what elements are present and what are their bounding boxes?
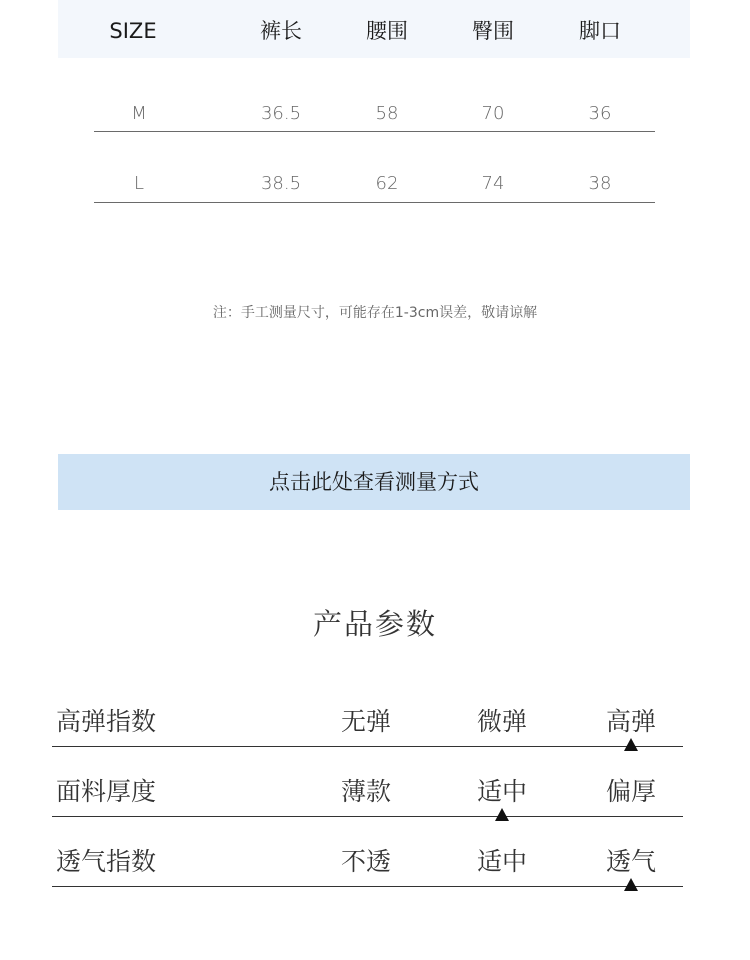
table-row [0,150,750,220]
row-length: 38.5 [260,173,302,194]
header-size: SIZE [109,19,157,43]
selection-marker-icon [624,738,638,751]
row-size: L [133,173,145,194]
param-row-elasticity [0,704,750,774]
param-divider [52,816,683,817]
param-label: 透气指数 [56,847,157,876]
param-option: 无弹 [340,707,392,736]
row-length: 36.5 [260,103,302,124]
param-label: 面料厚度 [56,777,157,806]
row-divider [94,202,655,203]
row-size: M [131,103,147,124]
params-title: 产品参数 [312,607,437,641]
row-waist: 58 [375,103,399,124]
table-row [0,80,750,150]
param-label: 高弹指数 [56,707,157,736]
view-measurement-button[interactable]: 点击此处查看测量方式 [58,454,690,510]
row-hip: 74 [481,173,505,194]
row-waist: 62 [375,173,399,194]
param-option: 透气 [605,847,657,876]
param-option: 偏厚 [605,777,657,806]
param-option: 微弹 [476,707,528,736]
selection-marker-icon [624,878,638,891]
param-row-breathability [0,844,750,914]
row-hem: 36 [588,103,612,124]
header-hip: 臀围 [472,19,514,43]
param-divider [52,746,683,747]
measurement-note: 注：手工测量尺寸，可能存在1-3cm误差，敬请谅解 [212,305,538,321]
param-option: 高弹 [605,707,657,736]
header-length: 裤长 [260,19,302,43]
param-option: 适中 [476,777,528,806]
selection-marker-icon [495,808,509,821]
row-divider [94,131,655,132]
header-hem: 脚口 [579,19,621,43]
param-row-thickness [0,774,750,844]
size-table-header [58,0,690,58]
header-waist: 腰围 [366,19,408,43]
param-option: 不透 [340,847,392,876]
param-option: 薄款 [340,777,392,806]
param-option: 适中 [476,847,528,876]
param-divider [52,886,683,887]
row-hem: 38 [588,173,612,194]
row-hip: 70 [481,103,505,124]
